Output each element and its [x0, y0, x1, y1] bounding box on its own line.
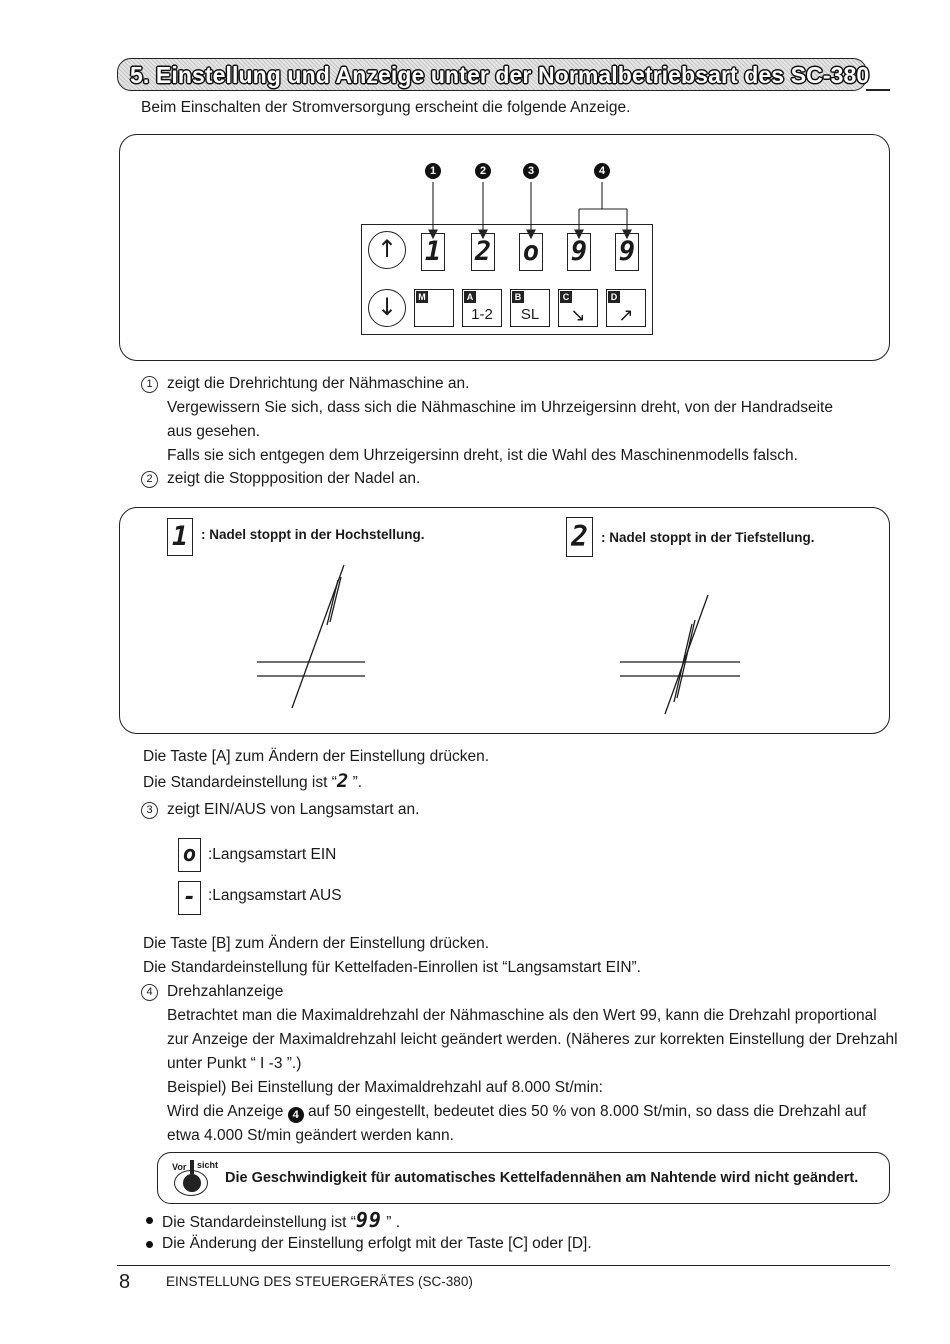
caution-icon-word-left: Vor	[172, 1162, 187, 1172]
item-1-line-4: Falls sie sich entgegen dem Uhrzeigersinn dreht, ist die Wahl des Maschinenmodells falsch.	[167, 447, 798, 464]
digit-slow-start: o	[519, 233, 543, 271]
needle-down-digit: 2	[566, 517, 593, 557]
item-3-text: zeigt EIN/AUS von Langsamstart an.	[167, 801, 420, 818]
item-4-heading: Drehzahlanzeige	[167, 983, 284, 1000]
needle-up-digit: 1	[167, 518, 193, 556]
key-a-default	[143, 771, 362, 793]
item-4-inline-callout: 4	[288, 1107, 304, 1123]
key-c-badge: C	[560, 291, 572, 303]
digit-rotation: 1	[421, 233, 445, 271]
item-4-line-2: zur Anzeige der Maximaldrehzahl leicht geändert werden. (Näheres zur korrekten Einstellung der Drehzahl	[167, 1031, 898, 1048]
digit-speed-ones: 9	[615, 233, 639, 271]
slow-start-on-digit: o	[178, 838, 201, 872]
slow-start-off-label: :Langsamstart AUS	[208, 887, 342, 904]
key-d-label: ↗	[618, 305, 634, 325]
slow-start-on-label: :Langsamstart EIN	[208, 846, 337, 863]
slow-start-off-digit: -	[178, 881, 201, 915]
section-number: 5.	[130, 62, 150, 88]
callout-2: 2	[475, 163, 491, 179]
bullet-1-pre: Die Standardeinstellung ist “	[162, 1214, 356, 1231]
caution-text: Die Geschwindigkeit für automatisches Kettelfadennähen am Nahtende wird nicht geändert.	[225, 1170, 859, 1186]
bullet-2: Die Änderung der Einstellung erfolgt mit der Taste [C] oder [D].	[162, 1235, 592, 1252]
item-1-line-2: Vergewissern Sie sich, dass sich die Nähmaschine im Uhrzeigersinn dreht, von der Handradseite	[167, 399, 833, 416]
item-4-line-5-pre: Wird die Anzeige	[167, 1103, 284, 1120]
page-number: 8	[119, 1271, 131, 1293]
callout-1: 1	[425, 163, 441, 179]
item-4-line-6: etwa 4.000 St/min geändert werden kann.	[167, 1127, 454, 1144]
needle-up-label: : Nadel stoppt in der Hochstellung.	[201, 527, 425, 542]
item-4-line-5	[167, 1102, 866, 1123]
digit-needle-stop: 2	[471, 233, 495, 271]
item-1-line-3: aus gesehen.	[167, 423, 261, 440]
callout-4: 4	[594, 163, 610, 179]
bullet-2-dot	[146, 1241, 153, 1248]
caution-icon-finger	[190, 1160, 194, 1174]
footer-title: EINSTELLUNG DES STEUERGERÄTES (SC-380)	[166, 1274, 473, 1289]
bullet-1-dot	[146, 1217, 153, 1224]
key-a-label: 1-2	[471, 306, 493, 323]
key-b-label: SL	[520, 306, 540, 323]
item-4-line-1: Betrachtet man die Maximaldrehzahl der Nähmaschine als den Wert 99, kann die Drehzahl proportional	[167, 1007, 877, 1024]
callout-3: 3	[523, 163, 539, 179]
item-3-marker: 3	[141, 802, 158, 819]
item-2-text: zeigt die Stoppposition der Nadel an.	[167, 470, 421, 487]
key-b-instruction: Die Taste [B] zum Ändern der Einstellung drücken.	[143, 935, 490, 952]
key-a-default-pre: Die Standardeinstellung ist “	[143, 774, 337, 791]
item-4-line-5-post: auf 50 eingestellt, bedeutet dies 50 % von 8.000 St/min, so dass die Drehzahl auf	[307, 1103, 867, 1120]
hand-icon	[183, 1174, 201, 1192]
caution-icon	[170, 1158, 222, 1198]
up-key[interactable]: ↑	[368, 231, 406, 269]
down-key[interactable]: ↓	[368, 289, 406, 327]
intro-text: Beim Einschalten der Stromversorgung erscheint die folgende Anzeige.	[141, 99, 631, 116]
footer-rule	[117, 1265, 890, 1266]
bullet-1-post: ” .	[381, 1214, 401, 1231]
key-d-badge: D	[608, 291, 620, 303]
key-b-default: Die Standardeinstellung für Kettelfaden-Einrollen ist “Langsamstart EIN”.	[143, 959, 641, 976]
item-2-marker: 2	[141, 471, 158, 488]
item-4-line-4: Beispiel) Bei Einstellung der Maximaldrehzahl auf 8.000 St/min:	[167, 1079, 603, 1096]
caution-icon-word-right: sicht	[197, 1160, 219, 1170]
key-c-label: ↘	[570, 305, 586, 325]
item-4-line-3: unter Punkt “ I -3 ”.)	[167, 1055, 302, 1072]
key-a-default-post: ”.	[348, 774, 363, 791]
needle-down-label: : Nadel stoppt in der Tiefstellung.	[601, 530, 815, 545]
bullet-1-digits: 99	[355, 1208, 382, 1232]
key-b-badge: B	[512, 291, 524, 303]
item-4-marker: 4	[141, 984, 158, 1001]
bullet-1	[162, 1210, 400, 1233]
item-1-line-1: zeigt die Drehrichtung der Nähmaschine an.	[167, 375, 470, 392]
section-title-text: Einstellung und Anzeige unter der Normalbetriebsart des SC-380	[155, 62, 870, 88]
key-a-default-digit: 2	[336, 770, 349, 792]
key-m-badge: M	[416, 291, 428, 303]
key-a-badge: A	[464, 291, 476, 303]
item-1-marker: 1	[141, 376, 158, 393]
digit-speed-tens: 9	[567, 233, 591, 271]
key-a-instruction: Die Taste [A] zum Ändern der Einstellung drücken.	[143, 748, 490, 765]
